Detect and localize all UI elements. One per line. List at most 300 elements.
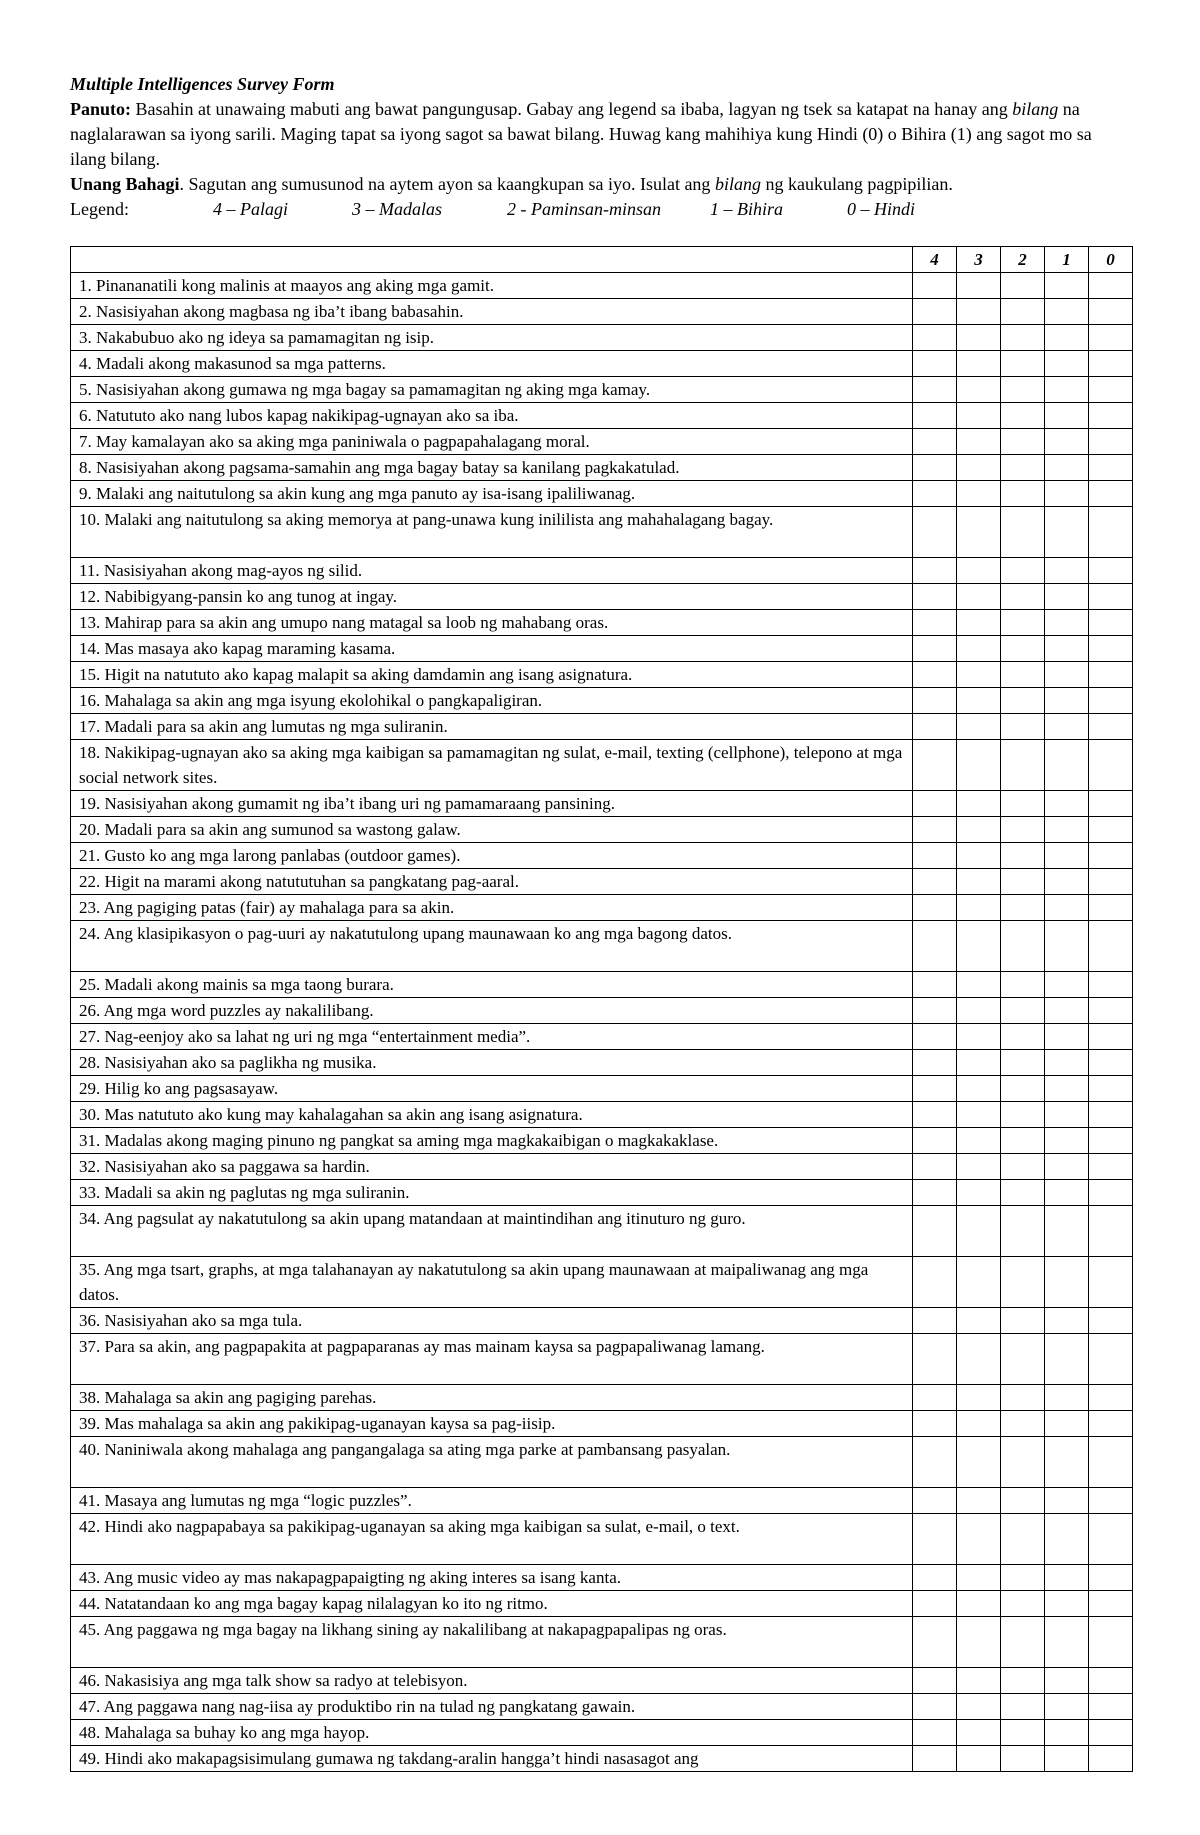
answer-cell-0[interactable] [1089, 791, 1133, 817]
answer-cell-4[interactable] [913, 740, 957, 791]
survey-item-text: 36. Nasisiyahan ako sa mga tula. [71, 1308, 913, 1334]
answer-cell-3[interactable] [957, 817, 1001, 843]
table-row [71, 1488, 1133, 1514]
answer-cell-0[interactable] [1089, 688, 1133, 714]
answer-cell-4[interactable] [913, 325, 957, 351]
answer-cell-3[interactable] [957, 714, 1001, 740]
answer-cell-1[interactable] [1045, 1180, 1089, 1206]
answer-cell-3[interactable] [957, 1076, 1001, 1102]
answer-cell-0[interactable] [1089, 1334, 1133, 1385]
answer-cell-2[interactable] [1001, 1617, 1045, 1668]
table-row [71, 481, 1133, 507]
answer-cell-3[interactable] [957, 273, 1001, 299]
answer-cell-4[interactable] [913, 843, 957, 869]
table-row [71, 688, 1133, 714]
answer-cell-4[interactable] [913, 998, 957, 1024]
table-row [71, 325, 1133, 351]
answer-cell-4[interactable] [913, 869, 957, 895]
answer-cell-4[interactable] [913, 972, 957, 998]
answer-cell-2[interactable] [1001, 1050, 1045, 1076]
answer-cell-2[interactable] [1001, 325, 1045, 351]
answer-cell-0[interactable] [1089, 1385, 1133, 1411]
answer-cell-4[interactable] [913, 299, 957, 325]
answer-cell-1[interactable] [1045, 351, 1089, 377]
answer-cell-3[interactable] [957, 972, 1001, 998]
answer-cell-3[interactable] [957, 507, 1001, 558]
answer-cell-3[interactable] [957, 1411, 1001, 1437]
answer-cell-4[interactable] [913, 1668, 957, 1694]
answer-cell-2[interactable] [1001, 1591, 1045, 1617]
answer-cell-1[interactable] [1045, 791, 1089, 817]
answer-cell-0[interactable] [1089, 998, 1133, 1024]
part-emph: bilang [714, 174, 761, 194]
answer-cell-4[interactable] [913, 1694, 957, 1720]
answer-cell-4[interactable] [913, 1746, 957, 1772]
table-row [71, 972, 1133, 998]
answer-cell-0[interactable] [1089, 351, 1133, 377]
answer-cell-3[interactable] [957, 1668, 1001, 1694]
answer-cell-3[interactable] [957, 636, 1001, 662]
survey-item-text: 40. Naniniwala akong mahalaga ang pangangalaga sa ating mga parke at pambansang pasyalan. [71, 1437, 913, 1488]
answer-cell-2[interactable] [1001, 507, 1045, 558]
answer-cell-1[interactable] [1045, 1668, 1089, 1694]
answer-cell-0[interactable] [1089, 1668, 1133, 1694]
table-row [71, 273, 1133, 299]
answer-cell-3[interactable] [957, 1617, 1001, 1668]
answer-cell-4[interactable] [913, 1180, 957, 1206]
answer-cell-2[interactable] [1001, 377, 1045, 403]
answer-cell-3[interactable] [957, 1257, 1001, 1308]
answer-cell-2[interactable] [1001, 429, 1045, 455]
survey-item-text: 6. Natututo ako nang lubos kapag nakikipag-ugnayan ako sa iba. [71, 403, 913, 429]
answer-cell-0[interactable] [1089, 377, 1133, 403]
answer-cell-3[interactable] [957, 998, 1001, 1024]
answer-cell-0[interactable] [1089, 895, 1133, 921]
answer-cell-1[interactable] [1045, 740, 1089, 791]
answer-cell-3[interactable] [957, 558, 1001, 584]
answer-cell-4[interactable] [913, 1385, 957, 1411]
column-header: 4 [913, 247, 957, 273]
survey-item-text: 12. Nabibigyang-pansin ko ang tunog at ingay. [71, 584, 913, 610]
answer-cell-0[interactable] [1089, 403, 1133, 429]
table-row [71, 455, 1133, 481]
answer-cell-0[interactable] [1089, 1257, 1133, 1308]
answer-cell-1[interactable] [1045, 817, 1089, 843]
answer-cell-4[interactable] [913, 558, 957, 584]
answer-cell-0[interactable] [1089, 817, 1133, 843]
answer-cell-2[interactable] [1001, 584, 1045, 610]
answer-cell-4[interactable] [913, 714, 957, 740]
answer-cell-1[interactable] [1045, 403, 1089, 429]
answer-cell-2[interactable] [1001, 636, 1045, 662]
answer-cell-1[interactable] [1045, 636, 1089, 662]
answer-cell-4[interactable] [913, 1024, 957, 1050]
answer-cell-0[interactable] [1089, 325, 1133, 351]
answer-cell-4[interactable] [913, 688, 957, 714]
answer-cell-1[interactable] [1045, 714, 1089, 740]
answer-cell-1[interactable] [1045, 507, 1089, 558]
answer-cell-3[interactable] [957, 1334, 1001, 1385]
survey-item-text: 42. Hindi ako nagpapabaya sa pakikipag-uganayan sa aking mga kaibigan sa sulat, e-mail, o text. [71, 1514, 913, 1565]
answer-cell-4[interactable] [913, 1411, 957, 1437]
answer-cell-1[interactable] [1045, 1334, 1089, 1385]
answer-cell-2[interactable] [1001, 1488, 1045, 1514]
table-row [71, 921, 1133, 972]
answer-cell-3[interactable] [957, 584, 1001, 610]
answer-cell-2[interactable] [1001, 740, 1045, 791]
answer-cell-0[interactable] [1089, 481, 1133, 507]
answer-cell-1[interactable] [1045, 1024, 1089, 1050]
survey-item-text: 1. Pinananatili kong malinis at maayos ang aking mga gamit. [71, 273, 913, 299]
answer-cell-0[interactable] [1089, 1617, 1133, 1668]
answer-cell-0[interactable] [1089, 1024, 1133, 1050]
table-row [71, 1694, 1133, 1720]
answer-cell-3[interactable] [957, 1591, 1001, 1617]
answer-cell-2[interactable] [1001, 1180, 1045, 1206]
answer-cell-1[interactable] [1045, 1591, 1089, 1617]
answer-cell-1[interactable] [1045, 1128, 1089, 1154]
answer-cell-2[interactable] [1001, 817, 1045, 843]
answer-cell-4[interactable] [913, 1257, 957, 1308]
survey-item-text: 7. May kamalayan ako sa aking mga paniniwala o pagpapahalagang moral. [71, 429, 913, 455]
answer-cell-3[interactable] [957, 791, 1001, 817]
answer-cell-1[interactable] [1045, 1437, 1089, 1488]
answer-cell-0[interactable] [1089, 843, 1133, 869]
answer-cell-2[interactable] [1001, 1668, 1045, 1694]
answer-cell-2[interactable] [1001, 921, 1045, 972]
answer-cell-4[interactable] [913, 1102, 957, 1128]
answer-cell-0[interactable] [1089, 273, 1133, 299]
table-row [71, 1076, 1133, 1102]
answer-cell-0[interactable] [1089, 299, 1133, 325]
answer-cell-1[interactable] [1045, 1411, 1089, 1437]
answer-cell-0[interactable] [1089, 1050, 1133, 1076]
answer-cell-4[interactable] [913, 1154, 957, 1180]
instructions-text-1: Basahin at unawaing mabuti ang bawat pangungusap. Gabay ang legend sa ibaba, lagyan ng tsek sa katapat na hanay ang [131, 99, 1013, 119]
answer-cell-0[interactable] [1089, 1591, 1133, 1617]
answer-cell-4[interactable] [913, 1514, 957, 1565]
survey-item-text: 8. Nasisiyahan akong pagsama-samahin ang mga bagay batay sa kanilang pagkakatulad. [71, 455, 913, 481]
answer-cell-3[interactable] [957, 1180, 1001, 1206]
answer-cell-1[interactable] [1045, 1308, 1089, 1334]
answer-cell-1[interactable] [1045, 1257, 1089, 1308]
answer-cell-3[interactable] [957, 1746, 1001, 1772]
answer-cell-1[interactable] [1045, 1385, 1089, 1411]
survey-item-text: 28. Nasisiyahan ako sa paglikha ng musika. [71, 1050, 913, 1076]
answer-cell-3[interactable] [957, 1024, 1001, 1050]
answer-cell-0[interactable] [1089, 584, 1133, 610]
answer-cell-3[interactable] [957, 869, 1001, 895]
answer-cell-3[interactable] [957, 1720, 1001, 1746]
answer-cell-4[interactable] [913, 1206, 957, 1257]
survey-item-text: 39. Mas mahalaga sa akin ang pakikipag-uganayan kaysa sa pag-iisip. [71, 1411, 913, 1437]
answer-cell-4[interactable] [913, 1334, 957, 1385]
answer-cell-3[interactable] [957, 429, 1001, 455]
answer-cell-4[interactable] [913, 1076, 957, 1102]
answer-cell-2[interactable] [1001, 998, 1045, 1024]
answer-cell-3[interactable] [957, 1385, 1001, 1411]
part-instructions [70, 172, 1132, 197]
answer-cell-4[interactable] [913, 1437, 957, 1488]
answer-cell-4[interactable] [913, 377, 957, 403]
survey-item-text: 18. Nakikipag-ugnayan ako sa aking mga kaibigan sa pamamagitan ng sulat, e-mail, texting (cellphone), telepono at mga social network sites. [71, 740, 913, 791]
answer-cell-0[interactable] [1089, 507, 1133, 558]
answer-cell-2[interactable] [1001, 1565, 1045, 1591]
answer-cell-2[interactable] [1001, 869, 1045, 895]
answer-cell-2[interactable] [1001, 1257, 1045, 1308]
table-row [71, 1565, 1133, 1591]
answer-cell-0[interactable] [1089, 429, 1133, 455]
column-header: 1 [1045, 247, 1089, 273]
survey-item-text: 43. Ang music video ay mas nakapagpapaigting ng aking interes sa isang kanta. [71, 1565, 913, 1591]
answer-cell-3[interactable] [957, 377, 1001, 403]
answer-cell-2[interactable] [1001, 1694, 1045, 1720]
answer-cell-4[interactable] [913, 1488, 957, 1514]
answer-cell-4[interactable] [913, 662, 957, 688]
table-row [71, 791, 1133, 817]
answer-cell-2[interactable] [1001, 895, 1045, 921]
answer-cell-0[interactable] [1089, 869, 1133, 895]
answer-cell-1[interactable] [1045, 325, 1089, 351]
answer-cell-4[interactable] [913, 429, 957, 455]
answer-cell-0[interactable] [1089, 1694, 1133, 1720]
survey-item-text: 26. Ang mga word puzzles ay nakalilibang. [71, 998, 913, 1024]
answer-cell-3[interactable] [957, 662, 1001, 688]
table-row [71, 1334, 1133, 1385]
answer-cell-3[interactable] [957, 299, 1001, 325]
answer-cell-2[interactable] [1001, 403, 1045, 429]
answer-cell-2[interactable] [1001, 1385, 1045, 1411]
answer-cell-4[interactable] [913, 817, 957, 843]
answer-cell-4[interactable] [913, 636, 957, 662]
answer-cell-0[interactable] [1089, 921, 1133, 972]
answer-cell-4[interactable] [913, 273, 957, 299]
answer-cell-3[interactable] [957, 1488, 1001, 1514]
answer-cell-3[interactable] [957, 1154, 1001, 1180]
table-row [71, 1154, 1133, 1180]
answer-cell-1[interactable] [1045, 1565, 1089, 1591]
answer-cell-2[interactable] [1001, 1514, 1045, 1565]
answer-cell-1[interactable] [1045, 1746, 1089, 1772]
answer-cell-2[interactable] [1001, 1308, 1045, 1334]
answer-cell-0[interactable] [1089, 558, 1133, 584]
answer-cell-1[interactable] [1045, 558, 1089, 584]
answer-cell-4[interactable] [913, 1617, 957, 1668]
answer-cell-1[interactable] [1045, 1617, 1089, 1668]
answer-cell-4[interactable] [913, 481, 957, 507]
answer-cell-4[interactable] [913, 610, 957, 636]
answer-cell-2[interactable] [1001, 662, 1045, 688]
answer-cell-0[interactable] [1089, 662, 1133, 688]
answer-cell-1[interactable] [1045, 1154, 1089, 1180]
table-row [71, 740, 1133, 791]
answer-cell-4[interactable] [913, 1308, 957, 1334]
answer-cell-0[interactable] [1089, 1746, 1133, 1772]
answer-cell-4[interactable] [913, 507, 957, 558]
answer-cell-0[interactable] [1089, 636, 1133, 662]
answer-cell-4[interactable] [913, 1050, 957, 1076]
answer-cell-1[interactable] [1045, 481, 1089, 507]
answer-cell-1[interactable] [1045, 429, 1089, 455]
table-row [71, 1514, 1133, 1565]
answer-cell-2[interactable] [1001, 1411, 1045, 1437]
answer-cell-4[interactable] [913, 791, 957, 817]
answer-cell-3[interactable] [957, 1565, 1001, 1591]
answer-cell-3[interactable] [957, 455, 1001, 481]
answer-cell-2[interactable] [1001, 273, 1045, 299]
header-row [71, 247, 1133, 273]
answer-cell-3[interactable] [957, 351, 1001, 377]
answer-cell-1[interactable] [1045, 869, 1089, 895]
answer-cell-2[interactable] [1001, 481, 1045, 507]
survey-item-text: 9. Malaki ang naitutulong sa akin kung ang mga panuto ay isa-isang ipaliliwanag. [71, 481, 913, 507]
answer-cell-3[interactable] [957, 688, 1001, 714]
answer-cell-0[interactable] [1089, 1411, 1133, 1437]
answer-cell-1[interactable] [1045, 895, 1089, 921]
answer-cell-0[interactable] [1089, 1076, 1133, 1102]
answer-cell-3[interactable] [957, 1437, 1001, 1488]
answer-cell-2[interactable] [1001, 1024, 1045, 1050]
answer-cell-1[interactable] [1045, 662, 1089, 688]
answer-cell-2[interactable] [1001, 1720, 1045, 1746]
table-row [71, 507, 1133, 558]
answer-cell-3[interactable] [957, 921, 1001, 972]
survey-item-text: 37. Para sa akin, ang pagpapakita at pagpaparanas ay mas mainam kaysa sa pagpapaliwanag lamang. [71, 1334, 913, 1385]
survey-item-text: 13. Mahirap para sa akin ang umupo nang matagal sa loob ng mahabang oras. [71, 610, 913, 636]
answer-cell-1[interactable] [1045, 1076, 1089, 1102]
answer-cell-0[interactable] [1089, 1437, 1133, 1488]
answer-cell-2[interactable] [1001, 1076, 1045, 1102]
answer-cell-1[interactable] [1045, 299, 1089, 325]
answer-cell-0[interactable] [1089, 1206, 1133, 1257]
answer-cell-2[interactable] [1001, 610, 1045, 636]
answer-cell-2[interactable] [1001, 1102, 1045, 1128]
survey-item-text: 15. Higit na natututo ako kapag malapit sa aking damdamin ang isang asignatura. [71, 662, 913, 688]
answer-cell-0[interactable] [1089, 1308, 1133, 1334]
answer-cell-2[interactable] [1001, 972, 1045, 998]
answer-cell-1[interactable] [1045, 972, 1089, 998]
answer-cell-3[interactable] [957, 1206, 1001, 1257]
answer-cell-0[interactable] [1089, 1514, 1133, 1565]
answer-cell-1[interactable] [1045, 1514, 1089, 1565]
answer-cell-2[interactable] [1001, 1154, 1045, 1180]
answer-cell-3[interactable] [957, 843, 1001, 869]
answer-cell-0[interactable] [1089, 1128, 1133, 1154]
answer-cell-0[interactable] [1089, 610, 1133, 636]
answer-cell-4[interactable] [913, 455, 957, 481]
answer-cell-0[interactable] [1089, 972, 1133, 998]
answer-cell-1[interactable] [1045, 688, 1089, 714]
legend-label: Legend: [70, 199, 129, 219]
answer-cell-3[interactable] [957, 1694, 1001, 1720]
answer-cell-4[interactable] [913, 895, 957, 921]
answer-cell-0[interactable] [1089, 1720, 1133, 1746]
part-label: Unang Bahagi [70, 174, 180, 194]
answer-cell-0[interactable] [1089, 1488, 1133, 1514]
answer-cell-2[interactable] [1001, 714, 1045, 740]
answer-cell-2[interactable] [1001, 1206, 1045, 1257]
answer-cell-1[interactable] [1045, 1488, 1089, 1514]
answer-cell-3[interactable] [957, 610, 1001, 636]
answer-cell-1[interactable] [1045, 273, 1089, 299]
answer-cell-4[interactable] [913, 1591, 957, 1617]
answer-cell-4[interactable] [913, 403, 957, 429]
answer-cell-1[interactable] [1045, 998, 1089, 1024]
answer-cell-3[interactable] [957, 1102, 1001, 1128]
survey-item-text: 27. Nag-eenjoy ako sa lahat ng uri ng mga “entertainment media”. [71, 1024, 913, 1050]
table-row [71, 1128, 1133, 1154]
answer-cell-3[interactable] [957, 403, 1001, 429]
table-row [71, 429, 1133, 455]
answer-cell-1[interactable] [1045, 1720, 1089, 1746]
answer-cell-2[interactable] [1001, 1128, 1045, 1154]
survey-item-text: 20. Madali para sa akin ang sumunod sa wastong galaw. [71, 817, 913, 843]
answer-cell-2[interactable] [1001, 455, 1045, 481]
survey-item-text: 31. Madalas akong maging pinuno ng pangkat sa aming mga magkakaibigan o magkakaklase. [71, 1128, 913, 1154]
answer-cell-1[interactable] [1045, 1102, 1089, 1128]
answer-cell-4[interactable] [913, 1128, 957, 1154]
answer-cell-2[interactable] [1001, 1437, 1045, 1488]
answer-cell-0[interactable] [1089, 1154, 1133, 1180]
answer-cell-4[interactable] [913, 351, 957, 377]
answer-cell-1[interactable] [1045, 1050, 1089, 1076]
answer-cell-0[interactable] [1089, 455, 1133, 481]
answer-cell-0[interactable] [1089, 714, 1133, 740]
answer-cell-0[interactable] [1089, 1102, 1133, 1128]
answer-cell-3[interactable] [957, 325, 1001, 351]
answer-cell-2[interactable] [1001, 1334, 1045, 1385]
answer-cell-3[interactable] [957, 895, 1001, 921]
answer-cell-4[interactable] [913, 1565, 957, 1591]
answer-cell-1[interactable] [1045, 377, 1089, 403]
survey-item-text: 48. Mahalaga sa buhay ko ang mga hayop. [71, 1720, 913, 1746]
answer-cell-3[interactable] [957, 740, 1001, 791]
answer-cell-1[interactable] [1045, 610, 1089, 636]
answer-cell-0[interactable] [1089, 740, 1133, 791]
answer-cell-2[interactable] [1001, 351, 1045, 377]
answer-cell-2[interactable] [1001, 791, 1045, 817]
answer-cell-3[interactable] [957, 481, 1001, 507]
answer-cell-1[interactable] [1045, 455, 1089, 481]
answer-cell-4[interactable] [913, 584, 957, 610]
answer-cell-1[interactable] [1045, 1206, 1089, 1257]
survey-item-text: 32. Nasisiyahan ako sa paggawa sa hardin. [71, 1154, 913, 1180]
answer-cell-2[interactable] [1001, 1746, 1045, 1772]
answer-cell-2[interactable] [1001, 558, 1045, 584]
answer-cell-2[interactable] [1001, 688, 1045, 714]
instructions-label: Panuto: [70, 99, 132, 119]
answer-cell-1[interactable] [1045, 843, 1089, 869]
survey-item-text: 2. Nasisiyahan akong magbasa ng iba’t ibang babasahin. [71, 299, 913, 325]
legend [70, 197, 1132, 222]
answer-cell-1[interactable] [1045, 921, 1089, 972]
answer-cell-3[interactable] [957, 1050, 1001, 1076]
answer-cell-3[interactable] [957, 1308, 1001, 1334]
answer-cell-1[interactable] [1045, 584, 1089, 610]
answer-cell-4[interactable] [913, 921, 957, 972]
survey-table [70, 246, 1133, 1772]
answer-cell-0[interactable] [1089, 1565, 1133, 1591]
survey-item-text: 11. Nasisiyahan akong mag-ayos ng silid. [71, 558, 913, 584]
answer-cell-1[interactable] [1045, 1694, 1089, 1720]
answer-cell-4[interactable] [913, 1720, 957, 1746]
answer-cell-2[interactable] [1001, 299, 1045, 325]
survey-item-text: 4. Madali akong makasunod sa mga patterns. [71, 351, 913, 377]
answer-cell-3[interactable] [957, 1514, 1001, 1565]
answer-cell-0[interactable] [1089, 1180, 1133, 1206]
answer-cell-3[interactable] [957, 1128, 1001, 1154]
answer-cell-2[interactable] [1001, 843, 1045, 869]
